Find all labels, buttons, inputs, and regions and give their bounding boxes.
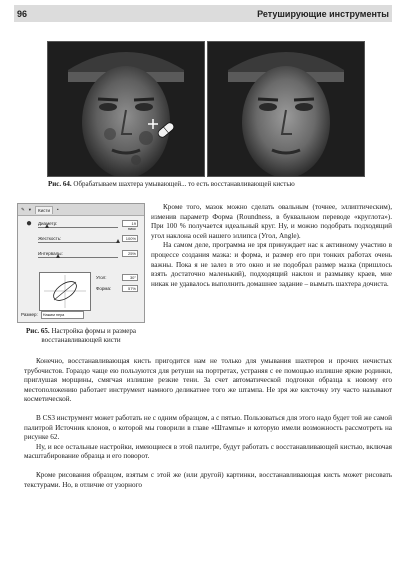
- miner-face-dirty-image: [48, 42, 204, 176]
- brush-picker-arrow-icon[interactable]: ▾: [28, 206, 32, 212]
- tab-tool-icon[interactable]: ✎: [21, 206, 25, 212]
- hardness-field[interactable]: 100%: [122, 235, 138, 242]
- palette-tabs: [18, 204, 144, 216]
- figure-64-label: Рис. 64.: [48, 180, 72, 188]
- tab-brushes[interactable]: Кисти: [35, 206, 53, 214]
- page-number: 96: [17, 8, 28, 19]
- diameter-slider-track[interactable]: [38, 227, 118, 228]
- hardness-label: Жесткость:: [38, 236, 62, 241]
- figure-64-caption: [48, 180, 393, 189]
- hardness-slider-track[interactable]: [38, 242, 118, 243]
- roundness-control: [96, 285, 138, 294]
- roundness-field[interactable]: 57%: [122, 285, 138, 292]
- paragraph-cosmetic: Конечно, восстанавливающая кисть пригодится нам не только для умывания шахтеров и прочих нечистых трубочистов. Гораздо чаще ею пользуются для ретуши на портретах, устраняя с ее помощью излишне яркие родинки, приглушая морщины, смягчая излишне резкие тени. За счет автоматической подгонки образца к новому его местоположению работает инструмент намного деликатнее того же штампа. Не зря же кисточку эту часто называют косметической.: [24, 357, 392, 404]
- figure-64-text: Обрабатываем шахтера умывающей... то есть восстанавливающей кистью: [71, 180, 295, 188]
- spacing-control: [38, 251, 138, 261]
- paragraph-cs3: В CS3 инструмент может работать не с одним образцом, а с пятью. Пользоваться для этого надо будет той же самой палитрой Источник клонов, о которой мы говорили в главе «Штампы» и которую имели возможность рассмотреть на рисунке 62.: [24, 413, 392, 442]
- paragraph-textures: Кроме рисования образцом, взятым с этой же (или другой) картинки, восстанавливающая кисть может рисовать текстурами. Но, в отличие от узорного: [24, 470, 392, 489]
- brush-settings-palette: [17, 203, 145, 323]
- spacing-field[interactable]: 25%: [122, 250, 138, 257]
- brush-ellipse-icon: [40, 273, 90, 310]
- spacing-slider-thumb[interactable]: [56, 254, 60, 258]
- chapter-title: Ретуширующие инструменты: [257, 8, 389, 19]
- right-column-text: [151, 203, 392, 289]
- hardness-control: [38, 236, 138, 246]
- spacing-label: Интервалы:: [38, 251, 63, 256]
- diameter-control: [38, 221, 138, 231]
- photo-after: [207, 41, 365, 177]
- size-select[interactable]: Нажим пера: [41, 311, 84, 319]
- angle-control: [96, 274, 138, 283]
- brush-shape-widget[interactable]: [39, 272, 91, 311]
- hardness-slider-thumb[interactable]: [116, 239, 120, 243]
- paragraph-program: На самом деле, программа не зря принуждает нас к активному участию в процессе создания мазка: и форма, и размер его при тонких работах очень важны. Пока я не залез в это окно и не подобрал размер мазка (пришлось взять достаточно маленький), подходящий наклон и размывку краев, мне никак не удавалось выполнить домашнее задание – вымыть шахтера дочиста.: [151, 241, 392, 288]
- body-text: [24, 357, 392, 490]
- diameter-label: Диаметр:: [38, 221, 58, 226]
- roundness-label: Форма:: [96, 286, 112, 291]
- angle-field[interactable]: 30°: [122, 274, 138, 281]
- figure-65-caption: [19, 327, 143, 345]
- paragraph-roundness: Кроме того, мазок можно сделать овальным (точнее, эллиптическим), изменив параметр Форма (Roundness, в буквальном переводе «круглота»). При 100 % получается идеальный круг. Ну, и можно подобрать подходящий угол наклона осей нашего эллипса (Угол, Angle).: [151, 203, 392, 240]
- spacing-slider-track[interactable]: [38, 257, 118, 258]
- angle-label: Угол:: [96, 275, 107, 280]
- brush-preview-icon: ●: [25, 218, 33, 229]
- size-label: Размер:: [21, 312, 38, 317]
- paragraph-settings: Ну, и все остальные настройки, имеющиеся в этой палитре, будут работать с восстанавливающей кистью, включая масштабирование образца и его поворот.: [24, 442, 392, 461]
- photo-before: [47, 41, 205, 177]
- miner-face-clean-image: [208, 42, 364, 176]
- page-header: [14, 5, 392, 22]
- figure-65-label: Рис. 65.: [26, 327, 50, 335]
- diameter-field[interactable]: 19 пикс: [122, 220, 138, 227]
- figure-65-text: Настройка формы и размера восстанавливающей кисти: [41, 327, 136, 344]
- diameter-slider-thumb[interactable]: [45, 224, 49, 228]
- size-control: [21, 310, 140, 319]
- tab-extra[interactable]: •: [57, 207, 59, 212]
